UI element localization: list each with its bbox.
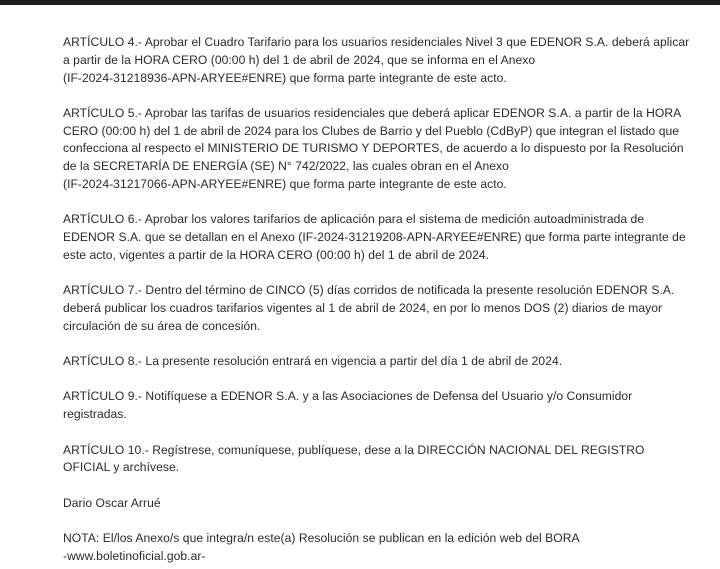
article-line: de la SECRETARÍA DE ENERGÍA (SE) N° 742/2022, las cuales obran en el Anexo	[63, 159, 509, 174]
document-body	[63, 34, 711, 566]
top-edge-bar	[0, 0, 720, 5]
article-line: registradas.	[63, 407, 127, 422]
article-8	[63, 353, 711, 371]
article-line: (IF-2024-31218936-APN-ARYEE#ENRE) que forma parte integrante de este acto.	[63, 70, 507, 85]
article-line: (IF-2024-31217066-APN-ARYEE#ENRE) que forma parte integrante de este acto.	[63, 177, 507, 192]
article-line: ARTÍCULO 7.- Dentro del término de CINCO (5) días corridos de notificada la presente resolución EDENOR S.A.	[63, 283, 675, 298]
article-line: ARTÍCULO 6.- Aprobar los valores tarifarios de aplicación para el sistema de medición autoadministrada de	[63, 212, 645, 227]
publication-note	[63, 530, 711, 566]
article-10	[63, 442, 711, 478]
article-line: ARTÍCULO 4.- Aprobar el Cuadro Tarifario para los usuarios residenciales Nivel 3 que EDENOR S.A. deberá aplicar	[63, 35, 690, 49]
article-9	[63, 388, 711, 424]
signature: Dario Oscar Arrué	[63, 495, 161, 510]
article-line: deberá publicar los cuadros tarifarios vigentes al 1 de abril de 2024, en por lo menos DOS (2) diarios de mayor	[63, 301, 663, 316]
article-line: ARTÍCULO 5.- Aprobar las tarifas de usuarios residenciales que deberá aplicar EDENOR S.A. a partir de la HORA	[63, 105, 682, 120]
article-line: circulación de su área de concesión.	[63, 318, 261, 333]
article-line: a partir de la HORA CERO (00:00 h) del 1 de abril de 2024, que se informa en el Anexo	[63, 52, 536, 67]
article-line: CERO (00:00 h) del 1 de abril de 2024 para los Clubes de Barrio y del Pueblo (CdByP) que integran el listado que	[63, 123, 680, 138]
article-6	[63, 211, 711, 264]
article-line: confecciona al respecto el MINISTERIO DE TURISMO Y DEPORTES, de acuerdo a lo dispuesto por la Resolución	[63, 141, 684, 156]
note-line: NOTA: El/los Anexo/s que integra/n este(a) Resolución se publican en la edición web del BORA	[63, 530, 580, 545]
article-7	[63, 282, 711, 335]
article-5	[63, 105, 711, 194]
article-line: este acto, vigentes a partir de la HORA CERO (00:00 h) del 1 de abril de 2024.	[63, 247, 490, 262]
article-line: ARTÍCULO 10.- Regístrese, comuníquese, publíquese, dese a la DIRECCIÓN NACIONAL DEL REGISTRO	[63, 442, 645, 457]
article-line: OFICIAL y archívese.	[63, 460, 180, 475]
article-line: EDENOR S.A. que se detallan en el Anexo (IF-2024-31219208-APN-ARYEE#ENRE) que forma parte integrante de	[63, 230, 686, 245]
article-4	[63, 34, 711, 87]
article-line: ARTÍCULO 8.- La presente resolución entrará en vigencia a partir del día 1 de abril de 2024.	[63, 354, 563, 369]
article-line: ARTÍCULO 9.- Notifíquese a EDENOR S.A. y a las Asociaciones de Defensa del Usuario y/o Consumidor	[63, 389, 633, 404]
note-line: -www.boletinoficial.gob.ar-	[63, 548, 206, 563]
